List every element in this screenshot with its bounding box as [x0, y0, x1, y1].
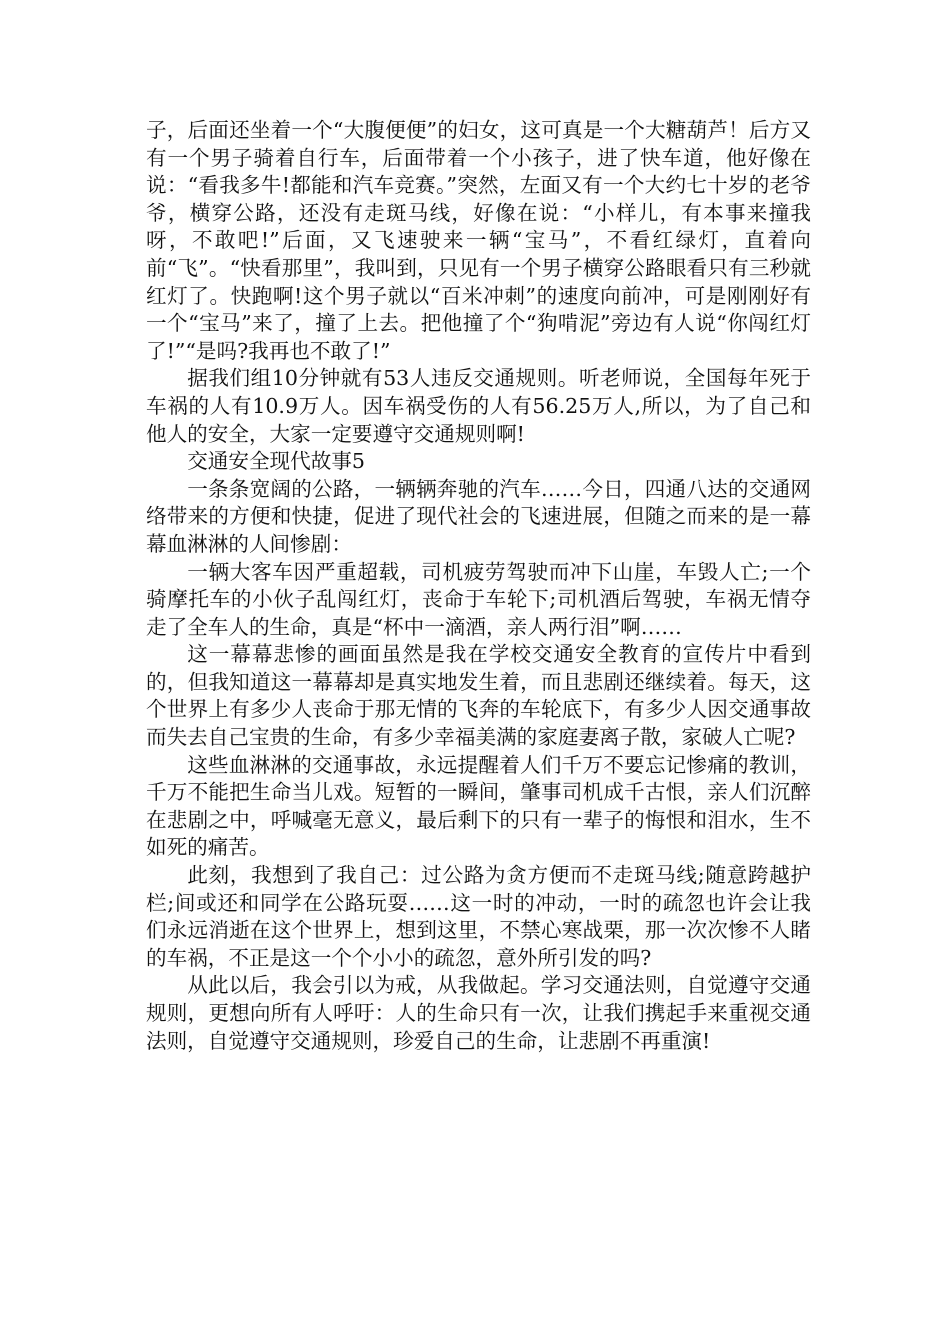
paragraph-2: 据我们组10分钟就有53人违反交通规则。听老师说，全国每年死于车祸的人有10.9万人。因车祸受伤的人有56.25万人,所以，为了自己和他人的安全，大家一定要遵守交通规则啊! [146, 366, 811, 446]
paragraph-8: 从此以后，我会引以为戒，从我做起。学习交通法则，自觉遵守交通规则，更想向所有人呼吁：人的生命只有一次，让我们携起手来重视交通法则，自觉遵守交通规则，珍爱自己的生命，让悲剧不再重演! [146, 973, 811, 1053]
paragraph-6: 这些血淋淋的交通事故，永远提醒着人们千万不要忘记惨痛的教训，千万不能把生命当儿戏。短暂的一瞬间，肇事司机成千古恨，亲人们沉醉在悲剧之中，呼喊毫无意义，最后剩下的只有一辈子的悔恨和泪水，生不如死的痛苦。 [146, 752, 811, 860]
document-body [146, 117, 811, 1055]
paragraph-1: 子，后面还坐着一个“大腹便便”的妇女，这可真是一个大糖葫芦！后方又有一个男子骑着自行车，后面带着一个小孩子，进了快车道，他好像在说：“看我多牛!都能和汽车竞赛。”突然，左面又有一个大约七十岁的老爷爷，横穿公路，还没有走斑马线，好像在说：“小样儿，有本事来撞我呀，不敢吧!”后面，又飞速驶来一辆“宝马”，不看红绿灯，直着向前“飞”。“快看那里”，我叫到，只见有一个男子横穿公路眼看只有三秒就红灯了。快跑啊!这个男子就以“百米冲刺”的速度向前冲，可是刚刚好有一个“宝马”来了，撞了上去。把他撞了个“狗啃泥”旁边有人说“你闯红灯了!”“是吗?我再也不敢了!” [146, 118, 811, 363]
paragraph-5: 这一幕幕悲惨的画面虽然是我在学校交通安全教育的宣传片中看到的，但我知道这一幕幕却是真实地发生着，而且悲剧还继续着。每天，这个世界上有多少人丧命于那无情的飞奔的车轮底下，有多少人因交通事故而失去自己宝贵的生命，有多少幸福美满的家庭妻离子散，家破人亡呢? [146, 642, 811, 750]
paragraph-4: 一辆大客车因严重超载，司机疲劳驾驶而冲下山崖，车毁人亡;一个骑摩托车的小伙子乱闯红灯，丧命于车轮下;司机酒后驾驶，车祸无情夺走了全车人的生命，真是“杯中一滴酒，亲人两行泪”啊…… [146, 559, 811, 639]
paragraph-3: 一条条宽阔的公路，一辆辆奔驰的汽车……今日，四通八达的交通网络带来的方便和快捷，促进了现代社会的飞速进展，但随之而来的是一幕幕血淋淋的人间惨剧： [146, 476, 811, 556]
paragraph-7: 此刻，我想到了我自己：过公路为贪方便而不走斑马线;随意跨越护栏;间或还和同学在公路玩耍……这一时的冲动，一时的疏忽也许会让我们永远消逝在这个世界上，想到这里，不禁心寒战栗，那一次次惨不人睹的车祸，不正是这一个个小小的疏忽，意外所引发的吗? [146, 863, 811, 970]
section-heading: 交通安全现代故事5 [187, 449, 366, 474]
